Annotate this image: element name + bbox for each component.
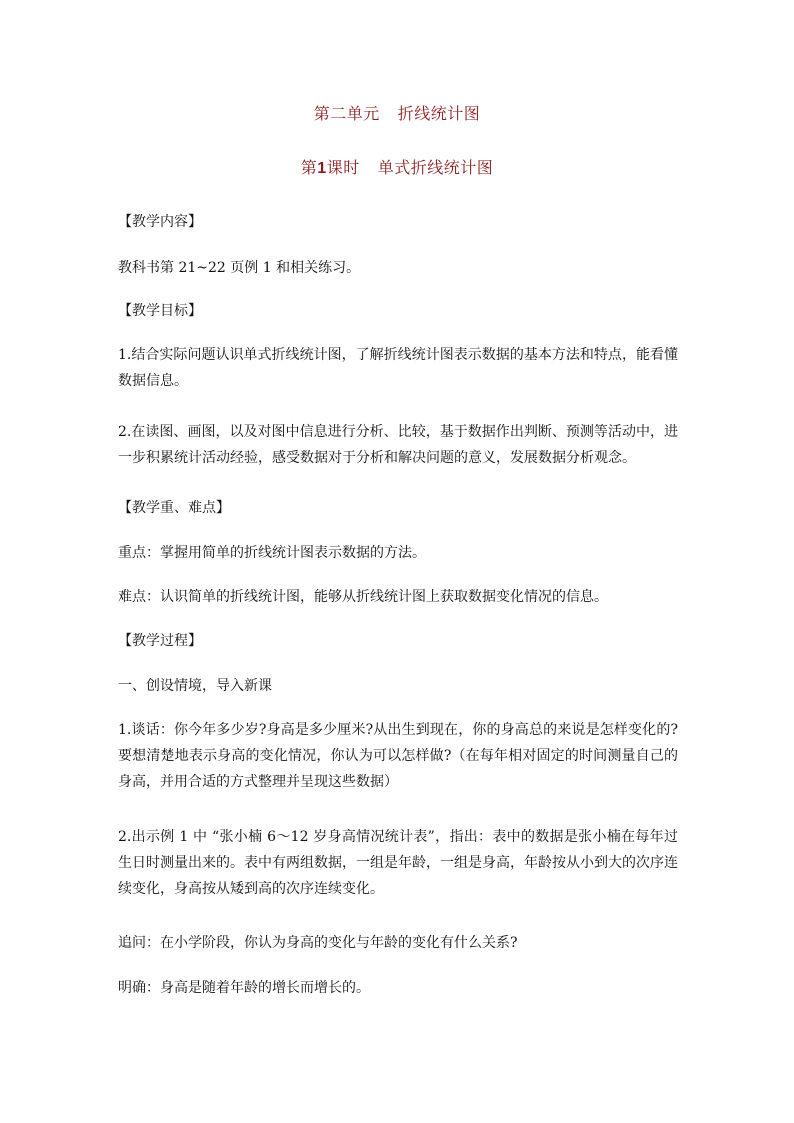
teaching-process-heading: 【教学过程】 (118, 633, 202, 649)
key-point-text: 重点：掌握用简单的折线统计图表示数据的方法。 (118, 545, 426, 561)
unit-title (0, 103, 794, 125)
step-1-talk: 1.谈话：你今年多少岁?身高是多少厘米?从出生到现在，你的身高总的来说是怎样变化的?要想清楚地表示身高的变化情况，你认为可以怎样做?（在每年相对固定的时间测量自己的身高，并用合适的方式整理并呈现这些数据） (118, 722, 678, 790)
lesson-title-prefix: 第 (300, 158, 318, 177)
key-points-heading: 【教学重、难点】 (118, 500, 230, 516)
step-1-example: 2.出示例 1 中 “张小楠 6～12 岁身高情况统计表”，指出：表中的数据是张小楠在每年过生日时测量出来的。表中有两组数据，一组是年龄，一组是身高，年龄按从小到大的次序连续变化，身高按从矮到高的次序连续变化。 (118, 829, 678, 897)
lesson-title-name: 单式折线统计图 (377, 158, 494, 177)
follow-up-question: 追问：在小学阶段，你认为身高的变化与年龄的变化有什么关系? (118, 935, 518, 951)
lesson-title-suffix: 课时 (326, 158, 360, 177)
teaching-goal-1: 1.结合实际问题认识单式折线统计图，了解折线统计图表示数据的基本方法和特点，能看懂数据信息。 (118, 347, 678, 389)
unit-title-number: 第二单元 (313, 104, 380, 123)
teaching-content-heading: 【教学内容】 (118, 214, 202, 230)
step-1-heading: 一、创设情境，导入新课 (118, 678, 272, 694)
unit-title-topic: 折线统计图 (397, 104, 481, 123)
clarification-text: 明确：身高是随着年龄的增长而增长的。 (118, 980, 370, 996)
lesson-title (0, 157, 794, 180)
lesson-title-number: 1 (317, 160, 327, 177)
teaching-goal-2: 2.在读图、画图，以及对图中信息进行分析、比较，基于数据作出判断、预测等活动中，进一步积累统计活动经验，感受数据对于分析和解决问题的意义，发展数据分析观念。 (118, 424, 678, 466)
difficult-point-text: 难点：认识简单的折线统计图，能够从折线统计图上获取数据变化情况的信息。 (118, 589, 608, 605)
teaching-goals-heading: 【教学目标】 (118, 303, 202, 319)
teaching-content-text: 教科书第 21~22 页例 1 和相关练习。 (118, 260, 361, 276)
